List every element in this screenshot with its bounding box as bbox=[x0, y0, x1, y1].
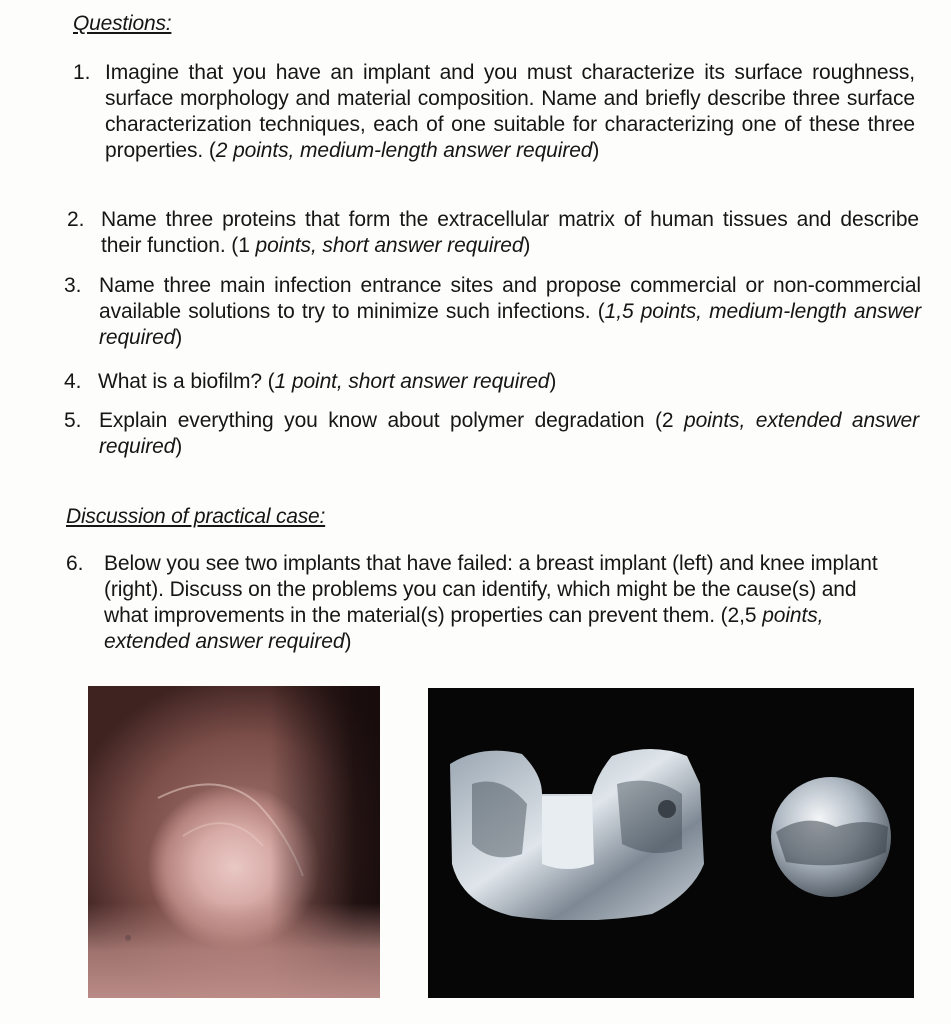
question-number: 2. bbox=[67, 208, 85, 231]
breast-implant-photo bbox=[88, 686, 380, 998]
question-text: What is a biofilm? ( bbox=[98, 370, 275, 393]
question-body bbox=[99, 408, 919, 460]
question-points: points, extended answer required bbox=[99, 409, 919, 458]
questions-heading: Questions: bbox=[73, 12, 172, 35]
question-body bbox=[98, 369, 920, 395]
question-points: 2 points, medium-length answer required bbox=[215, 139, 593, 162]
discussion-heading: Discussion of practical case: bbox=[66, 505, 326, 528]
question-close: ) bbox=[344, 630, 352, 653]
question-close: ) bbox=[592, 139, 600, 162]
question-text: Imagine that you have an implant and you must characterize its surface roughness, surface morphology and material composition. Name and briefly describe three surface characterization techniques, each of one suitable for characterizing one of these three properties. ( bbox=[105, 61, 915, 162]
patella-button-shape bbox=[766, 772, 896, 902]
photo-lower-region bbox=[88, 903, 380, 998]
question-body bbox=[99, 273, 921, 351]
question-body bbox=[101, 207, 919, 259]
question-number: 3. bbox=[64, 274, 82, 297]
question-points: points, short answer required bbox=[255, 234, 524, 257]
question-close: ) bbox=[175, 435, 183, 458]
question-text: Below you see two implants that have failed: a breast implant (left) and knee implant (right). Discuss on the problems you can identify, which might be the cause(s) and what improvements in the material(s) properties can prevent them. (2,5 bbox=[104, 552, 878, 627]
question-body bbox=[105, 60, 915, 164]
question-number: 6. bbox=[66, 552, 84, 575]
question-number: 4. bbox=[64, 370, 82, 393]
question-points: 1 point, short answer required bbox=[274, 370, 550, 393]
tibial-insert-shape bbox=[442, 744, 712, 920]
question-close: ) bbox=[175, 326, 183, 349]
question-points: 1,5 points, medium-length answer required bbox=[99, 300, 921, 349]
question-number: 1. bbox=[73, 61, 91, 84]
knee-implant-photo bbox=[428, 688, 914, 998]
question-close: ) bbox=[523, 234, 531, 257]
question-text: Name three main infection entrance sites and propose commercial or non-commercial available solutions to try to minimize such infections. ( bbox=[99, 274, 921, 323]
question-text: Name three proteins that form the extracellular matrix of human tissues and describe their function. (1 bbox=[101, 208, 919, 257]
question-text: Explain everything you know about polymer degradation (2 bbox=[99, 409, 685, 432]
question-body bbox=[104, 551, 902, 655]
question-close: ) bbox=[549, 370, 557, 393]
question-number: 5. bbox=[64, 409, 82, 432]
question-points: points, extended answer required bbox=[104, 604, 824, 653]
